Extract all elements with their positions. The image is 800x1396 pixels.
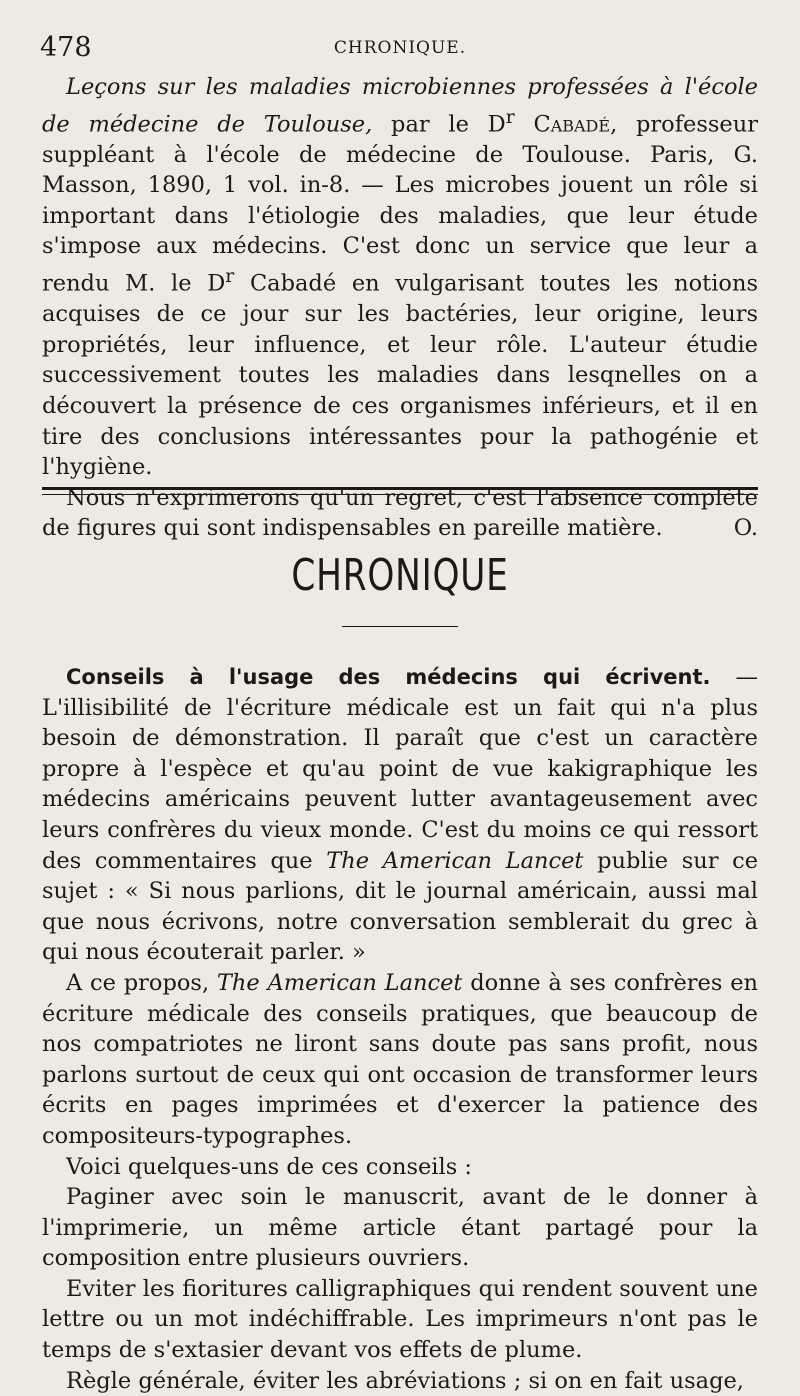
review-signature: O. [733, 515, 758, 542]
paragraph-text: publie sur ce sujet : « Si nous parlions, dit le journal américain, aussi mal que nous écrivons, notre conversation semblerait du grec à qui nous écouterait parler. » [42, 847, 759, 966]
chronicle-paragraph-2 [42, 968, 758, 1152]
review-details-sup: r [225, 266, 235, 288]
running-head: CHRONIQUE. [333, 38, 467, 58]
page-header [40, 28, 760, 68]
section-divider [42, 487, 758, 495]
chronicle-paragraph-3: Voici quelques-uns de ces conseils : [66, 1153, 472, 1180]
review-paragraph [42, 72, 758, 483]
book-review [42, 72, 758, 544]
review-closing-text: Nous n'exprimerons qu'un regret, c'est l'absence complète de figures qui sont indispensables en pareille matière. [42, 484, 758, 542]
paragraph-text: A ce propos, [66, 969, 217, 996]
review-book-title: Leçons sur les maladies microbiennes professées à l'école de médecine de Toulouse, [42, 74, 758, 138]
journal-name: The American Lancet [216, 969, 463, 996]
chronicle-paragraph-5: Eviter les fioritures calligraphiques qui rendent souvent une lettre ou un mot indéchiffrable. Les imprimeurs n'ont pas le temps de s'extasier devant vos effets de plume. [42, 1275, 758, 1364]
title-underline [342, 626, 458, 627]
review-details: professeur suppléant à l'école de médecine de Toulouse. Paris, G. Masson, 1890, 1 vol. in-8. — Les microbes jouent un rôle si important dans l'étiologie des maladies, que leur étude s'impose aux médecins. C'est donc un service que leur a rendu M. le D [42, 111, 758, 297]
paragraph-text: — L'illisibilité de l'écriture médicale est un fait qui n'a plus besoin de démonstration. Il paraît que c'est un caractère propre à l'espèce et qu'au point de vue kakigraphique les médecins américains peuvent lutter avantageusement avec leurs confrères du vieux monde. C'est du moins ce qui ressort des commentaires que [42, 664, 758, 874]
review-author: Cabadé, [514, 111, 618, 138]
journal-name: The American Lancet [326, 847, 584, 874]
page-number: 478 [40, 32, 92, 63]
chronicle-article [42, 662, 758, 1396]
review-sup: r [505, 106, 515, 128]
review-by: par le D [372, 111, 506, 138]
chronicle-paragraph-6: Règle générale, éviter les abréviations ; si on en fait usage, [66, 1367, 744, 1394]
chronicle-paragraph-1 [42, 662, 758, 968]
paragraph-text: donne à ses confrères en écriture médicale des conseils pratiques, que beaucoup de nos compatriotes ne liront sans doute pas sans profit, nous parlons surtout de ceux qui ont occasion de transformer leurs écrits en pages imprimées et d'exercer la patience des compositeurs-typographes. [42, 969, 758, 1149]
chronicle-paragraph-4: Paginer avec soin le manuscrit, avant de le donner à l'imprimerie, un même article étant partagé pour la composition entre plusieurs ouvriers. [42, 1184, 758, 1272]
article-heading: Conseils à l'usage des médecins qui écrivent. [66, 665, 711, 689]
review-details-continued: Cabadé en vulgarisant toutes les notions acquises de ce jour sur les bactéries, leur origine, leurs propriétés, leur influence, et leur rôle. L'auteur étudie successivement toutes les maladies dans lesqnelles on a découvert la présence de ces organismes inférieurs, et il en tire des conclusions intéressantes pour la pathogénie et l'hygiène. [42, 270, 758, 481]
section-title: CHRONIQUE [291, 550, 509, 601]
